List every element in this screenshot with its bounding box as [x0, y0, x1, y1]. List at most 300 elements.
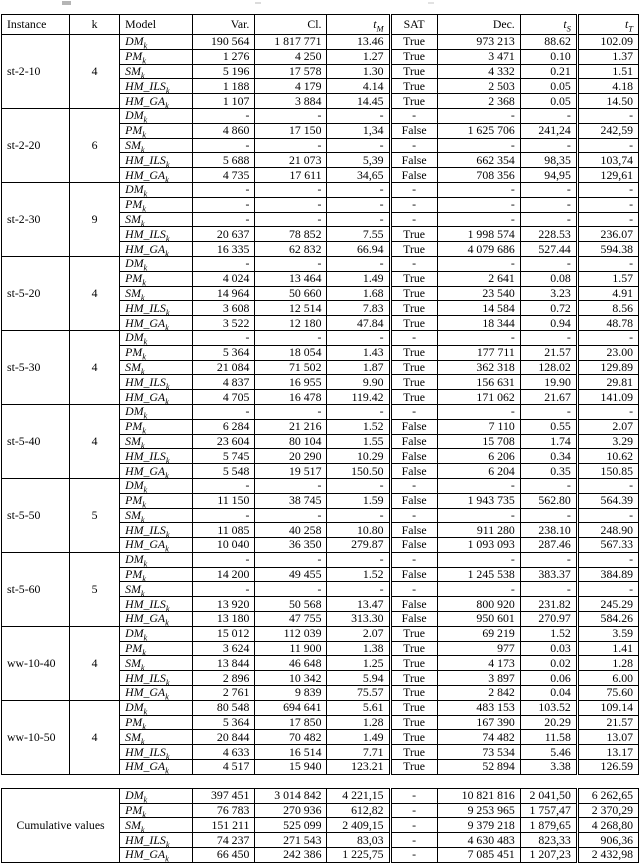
k-cell: 4	[70, 626, 120, 700]
ts-cell: 94,95	[520, 168, 577, 183]
sat-cell: -	[390, 404, 437, 419]
model-cell: $SM_k$	[120, 138, 193, 153]
tm-cell: 1 225,75	[327, 848, 390, 863]
tm-cell: 1.25	[327, 656, 390, 671]
tm-cell: 5,39	[327, 153, 390, 168]
tt-cell: 126.59	[577, 760, 638, 775]
cl-cell: 12 514	[255, 301, 327, 316]
tt-cell: 103,74	[577, 153, 638, 168]
model-cell: $HM\_ILS_k$	[120, 745, 193, 760]
var-cell: 20 844	[193, 730, 255, 745]
sat-cell: -	[390, 818, 437, 833]
ts-cell: 1.52	[520, 626, 577, 641]
var-cell: 5 364	[193, 345, 255, 360]
model-cell: $HM\_ILS_k$	[120, 833, 193, 848]
tm-cell: 10.80	[327, 523, 390, 538]
sat-cell: -	[390, 552, 437, 567]
table-row	[2, 256, 639, 271]
sat-cell: True	[390, 79, 437, 94]
tt-cell: 4.18	[577, 79, 638, 94]
ts-cell: 1 879,65	[520, 818, 577, 833]
tm-cell: 123.21	[327, 760, 390, 775]
cl-cell: -	[255, 478, 327, 493]
sat-cell: True	[390, 730, 437, 745]
cl-cell: 71 502	[255, 360, 327, 375]
tm-cell: 1.28	[327, 715, 390, 730]
dec-cell: 7 110	[437, 419, 520, 434]
cl-cell: 70 482	[255, 730, 327, 745]
tm-cell: -	[327, 404, 390, 419]
header-dec: Dec.	[437, 15, 520, 35]
table-row	[2, 182, 639, 197]
model-cell: $SM_k$	[120, 212, 193, 227]
dec-cell: 171 062	[437, 390, 520, 405]
sat-cell: False	[390, 597, 437, 612]
dec-cell: 2 842	[437, 686, 520, 701]
model-cell: $DM_k$	[120, 700, 193, 715]
var-cell: -	[193, 256, 255, 271]
tt-cell: -	[577, 582, 638, 597]
model-cell: $SM_k$	[120, 434, 193, 449]
var-cell: 3 624	[193, 641, 255, 656]
tt-cell: 21.57	[577, 715, 638, 730]
table-row	[2, 478, 639, 493]
dec-cell: 1 998 574	[437, 227, 520, 242]
dec-cell: 7 085 451	[437, 848, 520, 863]
cl-cell: 46 648	[255, 656, 327, 671]
tm-cell: 7.83	[327, 301, 390, 316]
k-cell: 5	[70, 478, 120, 552]
tt-cell: -	[577, 330, 638, 345]
sat-cell: -	[390, 197, 437, 212]
tt-cell: -	[577, 256, 638, 271]
ts-cell: 0.02	[520, 656, 577, 671]
model-cell: $HM\_GA_k$	[120, 612, 193, 627]
dec-cell: -	[437, 197, 520, 212]
tt-cell: 1.51	[577, 64, 638, 79]
cl-cell: 9 839	[255, 686, 327, 701]
dec-cell: -	[437, 508, 520, 523]
cl-cell: 1 817 771	[255, 35, 327, 50]
ts-cell: -	[520, 404, 577, 419]
sat-cell: False	[390, 123, 437, 138]
var-cell: 6 284	[193, 419, 255, 434]
table-row	[2, 108, 639, 123]
var-cell: 1 107	[193, 94, 255, 109]
model-cell: $PM_k$	[120, 419, 193, 434]
sat-cell: -	[390, 582, 437, 597]
tm-cell: 1.49	[327, 271, 390, 286]
tm-cell: 7.71	[327, 745, 390, 760]
tt-cell: 48.78	[577, 316, 638, 331]
model-cell: $HM\_GA_k$	[120, 686, 193, 701]
sat-cell: True	[390, 35, 437, 50]
var-cell: 5 745	[193, 449, 255, 464]
model-cell: $SM_k$	[120, 582, 193, 597]
cl-cell: 40 258	[255, 523, 327, 538]
tt-cell: 584.26	[577, 612, 638, 627]
ts-cell: 0.05	[520, 94, 577, 109]
cl-cell: 49 455	[255, 567, 327, 582]
k-cell: 4	[70, 330, 120, 404]
tt-cell: 14.50	[577, 94, 638, 109]
tm-cell: 1.27	[327, 49, 390, 64]
tm-cell: 1.68	[327, 286, 390, 301]
tt-cell: 567.33	[577, 538, 638, 553]
var-cell: 20 637	[193, 227, 255, 242]
tm-cell: 150.50	[327, 464, 390, 479]
model-cell: $DM_k$	[120, 182, 193, 197]
var-cell: 76 783	[193, 803, 255, 818]
var-cell: 80 548	[193, 700, 255, 715]
ts-cell: -	[520, 256, 577, 271]
ts-cell: 1 757,47	[520, 803, 577, 818]
tt-cell: 236.07	[577, 227, 638, 242]
tm-cell: -	[327, 138, 390, 153]
dec-cell: 977	[437, 641, 520, 656]
cl-cell: -	[255, 197, 327, 212]
dec-cell: 662 354	[437, 153, 520, 168]
sat-cell: -	[390, 508, 437, 523]
tm-cell: -	[327, 552, 390, 567]
sat-cell: -	[390, 212, 437, 227]
var-cell: 21 084	[193, 360, 255, 375]
tm-cell: 1.55	[327, 434, 390, 449]
dec-cell: 167 390	[437, 715, 520, 730]
tm-cell: 1.30	[327, 64, 390, 79]
tt-cell: -	[577, 508, 638, 523]
header-row	[2, 15, 639, 35]
model-cell: $SM_k$	[120, 360, 193, 375]
var-cell: 66 450	[193, 848, 255, 863]
ts-cell: 1 207,23	[520, 848, 577, 863]
tt-cell: 2.07	[577, 419, 638, 434]
tm-cell: 1,34	[327, 123, 390, 138]
ts-cell: 287.46	[520, 538, 577, 553]
tt-cell: 129,61	[577, 168, 638, 183]
ts-cell: 0.21	[520, 64, 577, 79]
tt-cell: 109.14	[577, 700, 638, 715]
tt-cell: 150.85	[577, 464, 638, 479]
tm-cell: 2 409,15	[327, 818, 390, 833]
model-cell: $HM\_ILS_k$	[120, 671, 193, 686]
cumulative-label-cell: Cumulative values	[2, 788, 120, 862]
sat-cell: True	[390, 345, 437, 360]
ts-cell: 3.23	[520, 286, 577, 301]
cl-cell: 112 039	[255, 626, 327, 641]
dec-cell: 708 356	[437, 168, 520, 183]
instance-cell: st-5-60	[2, 552, 70, 626]
model-cell: $SM_k$	[120, 64, 193, 79]
var-cell: 5 688	[193, 153, 255, 168]
dec-cell: 4 173	[437, 656, 520, 671]
model-cell: $DM_k$	[120, 478, 193, 493]
var-cell: 4 633	[193, 745, 255, 760]
tt-cell: 8.56	[577, 301, 638, 316]
sat-cell: False	[390, 567, 437, 582]
var-cell: 11 150	[193, 493, 255, 508]
tm-cell: 34,65	[327, 168, 390, 183]
model-cell: $PM_k$	[120, 715, 193, 730]
model-cell: $DM_k$	[120, 788, 193, 803]
dec-cell: 4 332	[437, 64, 520, 79]
cl-cell: 525 099	[255, 818, 327, 833]
cl-cell: 16 514	[255, 745, 327, 760]
dec-cell: 14 584	[437, 301, 520, 316]
ts-cell: 0.04	[520, 686, 577, 701]
tm-cell: -	[327, 330, 390, 345]
dec-cell: 9 253 965	[437, 803, 520, 818]
sat-cell: True	[390, 94, 437, 109]
model-cell: $PM_k$	[120, 493, 193, 508]
var-cell: 5 196	[193, 64, 255, 79]
header-tm: $t_M$	[327, 15, 390, 35]
dec-cell: -	[437, 108, 520, 123]
tt-cell: 4 268,80	[577, 818, 638, 833]
sat-cell: True	[390, 316, 437, 331]
tt-cell: 248.90	[577, 523, 638, 538]
header-cl: Cl.	[255, 15, 327, 35]
ts-cell: -	[520, 212, 577, 227]
cl-cell: 694 641	[255, 700, 327, 715]
tt-cell: 23.00	[577, 345, 638, 360]
tt-cell: 594.38	[577, 242, 638, 257]
tm-cell: 66.94	[327, 242, 390, 257]
ts-cell: -	[520, 508, 577, 523]
tm-cell: 75.57	[327, 686, 390, 701]
tm-cell: 47.84	[327, 316, 390, 331]
dec-cell: 52 894	[437, 760, 520, 775]
dec-cell: -	[437, 582, 520, 597]
ts-cell: 238.10	[520, 523, 577, 538]
sat-cell: True	[390, 641, 437, 656]
tm-cell: 612,82	[327, 803, 390, 818]
model-cell: $HM\_GA_k$	[120, 464, 193, 479]
ts-cell: 1.74	[520, 434, 577, 449]
instance-cell: ww-10-40	[2, 626, 70, 700]
ts-cell: 231.82	[520, 597, 577, 612]
model-cell: $HM\_ILS_k$	[120, 227, 193, 242]
tt-cell: 13.07	[577, 730, 638, 745]
sat-cell: True	[390, 715, 437, 730]
instance-cell: st-2-20	[2, 108, 70, 182]
ts-cell: -	[520, 138, 577, 153]
cl-cell: 18 054	[255, 345, 327, 360]
ts-cell: 383.37	[520, 567, 577, 582]
dec-cell: -	[437, 552, 520, 567]
tm-cell: -	[327, 108, 390, 123]
tt-cell: 13.17	[577, 745, 638, 760]
sat-cell: True	[390, 390, 437, 405]
tt-cell: 6 262,65	[577, 788, 638, 803]
cl-cell: 3 884	[255, 94, 327, 109]
cl-cell: 15 940	[255, 760, 327, 775]
dec-cell: 2 368	[437, 94, 520, 109]
dec-cell: 23 540	[437, 286, 520, 301]
tm-cell: 5.61	[327, 700, 390, 715]
var-cell: 4 024	[193, 271, 255, 286]
cl-cell: 47 755	[255, 612, 327, 627]
ts-cell: 0.35	[520, 464, 577, 479]
ts-cell: -	[520, 330, 577, 345]
cl-cell: 17 578	[255, 64, 327, 79]
model-cell: $PM_k$	[120, 197, 193, 212]
sat-cell: -	[390, 478, 437, 493]
cl-cell: -	[255, 508, 327, 523]
ts-cell: 228.53	[520, 227, 577, 242]
cl-cell: 17 150	[255, 123, 327, 138]
var-cell: -	[193, 108, 255, 123]
tt-cell: -	[577, 212, 638, 227]
model-cell: $PM_k$	[120, 345, 193, 360]
dec-cell: 2 641	[437, 271, 520, 286]
dec-cell: -	[437, 256, 520, 271]
var-cell: -	[193, 138, 255, 153]
var-cell: 3 522	[193, 316, 255, 331]
dec-cell: 74 482	[437, 730, 520, 745]
tt-cell: 245.29	[577, 597, 638, 612]
dec-cell: 9 379 218	[437, 818, 520, 833]
model-cell: $HM\_GA_k$	[120, 848, 193, 863]
caption-text-remnant	[62, 1, 71, 5]
var-cell: 4 837	[193, 375, 255, 390]
dec-cell: 973 213	[437, 35, 520, 50]
table-row	[2, 35, 639, 50]
table-row	[2, 700, 639, 715]
model-cell: $HM\_GA_k$	[120, 316, 193, 331]
cl-cell: 17 611	[255, 168, 327, 183]
ts-cell: 11.58	[520, 730, 577, 745]
caption-text-remnant	[428, 2, 434, 4]
dec-cell: 6 206	[437, 449, 520, 464]
dec-cell: 18 344	[437, 316, 520, 331]
tt-cell: 10.62	[577, 449, 638, 464]
cl-cell: 271 543	[255, 833, 327, 848]
var-cell: 1 188	[193, 79, 255, 94]
model-cell: $PM_k$	[120, 567, 193, 582]
ts-cell: -	[520, 552, 577, 567]
cl-cell: -	[255, 582, 327, 597]
tt-cell: 1.37	[577, 49, 638, 64]
model-cell: $DM_k$	[120, 552, 193, 567]
sat-cell: False	[390, 168, 437, 183]
instance-cell: ww-10-50	[2, 700, 70, 774]
dec-cell: -	[437, 404, 520, 419]
ts-cell: 20.29	[520, 715, 577, 730]
model-cell: $SM_k$	[120, 656, 193, 671]
model-cell: $HM\_GA_k$	[120, 168, 193, 183]
sat-cell: True	[390, 760, 437, 775]
var-cell: 151 211	[193, 818, 255, 833]
ts-cell: -	[520, 478, 577, 493]
sat-cell: -	[390, 803, 437, 818]
cl-cell: 10 342	[255, 671, 327, 686]
dec-cell: 15 708	[437, 434, 520, 449]
tt-cell: 3.29	[577, 434, 638, 449]
var-cell: 3 608	[193, 301, 255, 316]
tm-cell: 13.47	[327, 597, 390, 612]
cl-cell: 4 250	[255, 49, 327, 64]
cl-cell: 80 104	[255, 434, 327, 449]
sat-cell: True	[390, 64, 437, 79]
tm-cell: 13.46	[327, 35, 390, 50]
cl-cell: 38 745	[255, 493, 327, 508]
model-cell: $PM_k$	[120, 49, 193, 64]
model-cell: $HM\_GA_k$	[120, 242, 193, 257]
tm-cell: -	[327, 478, 390, 493]
header-var: Var.	[193, 15, 255, 35]
tm-cell: -	[327, 212, 390, 227]
caption-text-remnant	[255, 2, 261, 4]
dec-cell: 2 503	[437, 79, 520, 94]
k-cell: 4	[70, 35, 120, 109]
table-row	[2, 404, 639, 419]
sat-cell: True	[390, 745, 437, 760]
tt-cell: 2 370,29	[577, 803, 638, 818]
header-model: Model	[120, 15, 193, 35]
tt-cell: 384.89	[577, 567, 638, 582]
model-cell: $HM\_ILS_k$	[120, 597, 193, 612]
tm-cell: 1.52	[327, 419, 390, 434]
dec-cell: 911 280	[437, 523, 520, 538]
model-cell: $DM_k$	[120, 626, 193, 641]
dec-cell: 1 625 706	[437, 123, 520, 138]
model-cell: $SM_k$	[120, 286, 193, 301]
instance-cell: st-5-30	[2, 330, 70, 404]
var-cell: 4 517	[193, 760, 255, 775]
ts-cell: 103.52	[520, 700, 577, 715]
sat-cell: True	[390, 686, 437, 701]
dec-cell: 483 153	[437, 700, 520, 715]
model-cell: $PM_k$	[120, 803, 193, 818]
sat-cell: True	[390, 49, 437, 64]
var-cell: -	[193, 508, 255, 523]
instance-cell: st-5-40	[2, 404, 70, 478]
tt-cell: 2 432,98	[577, 848, 638, 863]
header-tt: $t_T$	[577, 15, 638, 35]
k-cell: 4	[70, 404, 120, 478]
model-cell: $DM_k$	[120, 404, 193, 419]
cumulative-row	[2, 788, 639, 803]
var-cell: -	[193, 552, 255, 567]
var-cell: 10 040	[193, 538, 255, 553]
cl-cell: -	[255, 404, 327, 419]
cl-cell: 11 900	[255, 641, 327, 656]
cl-cell: 21 073	[255, 153, 327, 168]
sat-cell: False	[390, 449, 437, 464]
tt-cell: -	[577, 552, 638, 567]
header-instance: Instance	[2, 15, 70, 35]
tm-cell: 9.90	[327, 375, 390, 390]
var-cell: -	[193, 197, 255, 212]
dec-cell: 73 534	[437, 745, 520, 760]
tt-cell: 1.41	[577, 641, 638, 656]
ts-cell: 0.03	[520, 641, 577, 656]
model-cell: $HM\_GA_k$	[120, 538, 193, 553]
sat-cell: False	[390, 434, 437, 449]
tm-cell: 2.07	[327, 626, 390, 641]
var-cell: 4 860	[193, 123, 255, 138]
tt-cell: -	[577, 404, 638, 419]
sat-cell: True	[390, 227, 437, 242]
var-cell: -	[193, 330, 255, 345]
model-cell: $HM\_ILS_k$	[120, 375, 193, 390]
ts-cell: 19.90	[520, 375, 577, 390]
dec-cell: -	[437, 478, 520, 493]
sat-cell: -	[390, 138, 437, 153]
tt-cell: 242,59	[577, 123, 638, 138]
model-cell: $HM\_GA_k$	[120, 760, 193, 775]
